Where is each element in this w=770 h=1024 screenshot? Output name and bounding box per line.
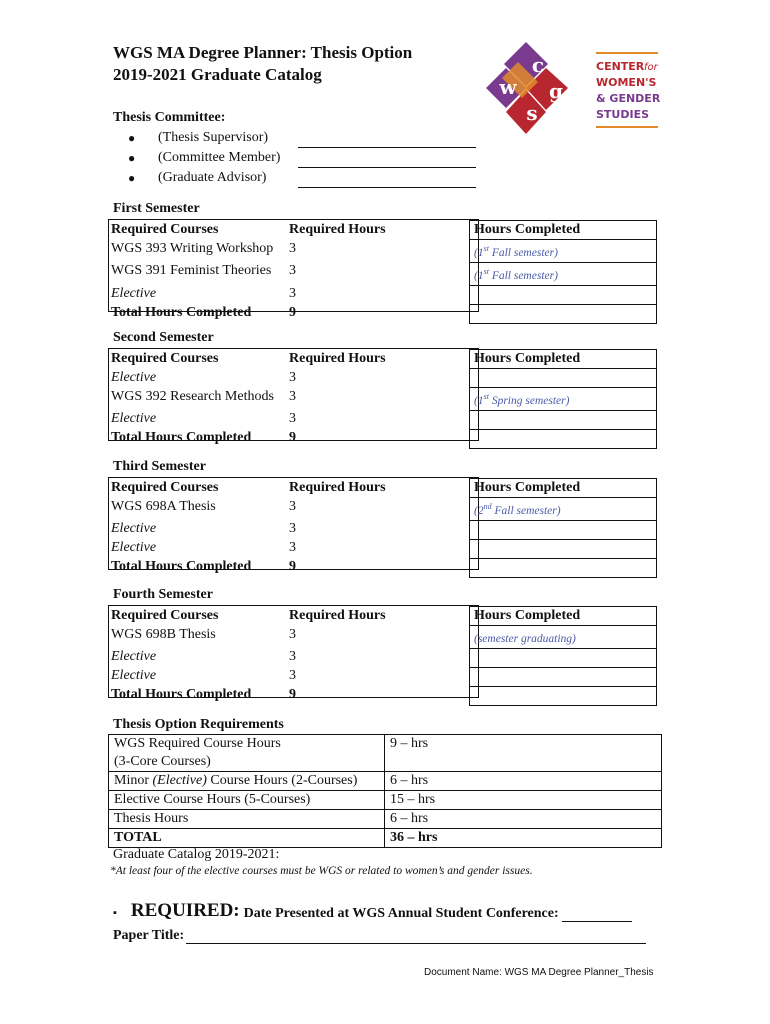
table-row	[109, 369, 657, 388]
logo-text-for: for	[644, 62, 658, 73]
signature-line[interactable]	[298, 132, 476, 148]
table-row	[109, 810, 662, 829]
required-hours: 3	[289, 240, 296, 256]
table-row	[109, 410, 657, 429]
requirement-hours: 9 – hrs	[385, 735, 662, 772]
completion-hint	[474, 392, 570, 407]
total-label: Total Hours Completed	[111, 559, 252, 575]
logo-text-studies: STUDIES	[596, 108, 650, 121]
table-row	[109, 829, 662, 848]
total-hours: 9	[289, 430, 296, 446]
hours-header: Required Hours	[289, 221, 386, 237]
table-row	[109, 262, 657, 285]
document-name: Document Name: WGS MA Degree Planner_Thesis	[424, 967, 654, 978]
table-row	[109, 791, 662, 810]
hours-header: Required Hours	[289, 350, 386, 366]
hint-part: Fall semester)	[488, 246, 558, 259]
logo-letter-c: c	[531, 53, 545, 77]
required-hours: 3	[289, 626, 296, 642]
logo-text-womens: WOMEN'S	[596, 76, 657, 89]
requirement-hours: 6 – hrs	[385, 772, 662, 791]
required-hours: 3	[289, 498, 296, 514]
hint-part: (1	[474, 269, 484, 282]
required-hours: 3	[289, 388, 296, 404]
required-text: Date Presented at WGS Annual Student Conference:	[243, 906, 559, 921]
hint-superscript: st	[483, 266, 489, 276]
completed-header: Hours Completed	[470, 350, 657, 369]
text-part: Minor	[114, 773, 153, 788]
hours-completed-cell[interactable]	[470, 686, 657, 705]
square-bullet-icon: ▪	[113, 907, 117, 919]
total-label: Total Hours Completed	[111, 430, 252, 446]
table-row	[109, 558, 657, 577]
course-name: WGS 393 Writing Workshop	[111, 240, 274, 256]
hours-completed-cell[interactable]	[470, 667, 657, 686]
required-hours: 3	[289, 263, 296, 279]
committee-role: (Graduate Advisor)	[158, 170, 267, 185]
hint-superscript: nd	[483, 502, 492, 511]
hours-header: Required Hours	[289, 607, 386, 623]
course-name: Elective	[111, 411, 157, 427]
requirement-total-label: TOTAL	[109, 829, 385, 848]
table-row	[109, 520, 657, 539]
committee-list	[128, 128, 476, 188]
requirement-label: Elective Course Hours (5-Courses)	[109, 791, 385, 810]
hours-completed-cell[interactable]	[470, 648, 657, 667]
logo-text-center: CENTER	[596, 60, 645, 73]
table-row	[109, 285, 657, 304]
hint-part: (semester graduating)	[474, 632, 576, 645]
required-hours: 3	[289, 668, 296, 684]
table-row	[109, 686, 657, 705]
table-row	[109, 388, 657, 411]
required-hours: 3	[289, 540, 296, 556]
signature-line[interactable]	[298, 172, 476, 188]
hours-completed-cell[interactable]	[470, 285, 657, 304]
courses-header: Required Courses	[111, 350, 219, 366]
hours-completed-cell[interactable]	[470, 498, 657, 521]
hours-completed-cell[interactable]	[470, 539, 657, 558]
completed-header: Hours Completed	[470, 607, 657, 626]
course-name: WGS 392 Research Methods	[111, 388, 274, 404]
completion-hint	[474, 266, 558, 282]
table-row	[109, 429, 657, 448]
paper-title-field[interactable]	[186, 929, 646, 944]
title-line-1: WGS MA Degree Planner: Thesis Option	[113, 43, 413, 62]
semester-table	[109, 349, 657, 449]
required-hours: 3	[289, 286, 296, 302]
hours-completed-cell[interactable]	[470, 388, 657, 411]
text-part: Course Hours (2-Courses)	[206, 773, 358, 788]
semester-heading: Third Semester	[113, 459, 206, 474]
course-name: Elective	[111, 649, 157, 665]
course-name: Elective	[111, 369, 157, 385]
requirements-table	[108, 734, 662, 848]
required-hours: 3	[289, 369, 296, 385]
table-row	[109, 772, 662, 791]
table-row	[109, 240, 657, 263]
hours-completed-cell[interactable]	[470, 369, 657, 388]
course-name: Elective	[111, 668, 157, 684]
requirement-total-hours: 36 – hrs	[385, 829, 662, 848]
hours-completed-cell[interactable]	[470, 240, 657, 263]
completion-hint	[474, 244, 558, 259]
completion-hint	[474, 633, 576, 645]
hours-completed-cell[interactable]	[470, 626, 657, 649]
hours-header: Required Hours	[289, 479, 386, 495]
table-row	[109, 498, 657, 521]
total-hours: 9	[289, 305, 296, 321]
committee-role: (Thesis Supervisor)	[158, 130, 269, 145]
hint-part: Spring semester)	[488, 394, 570, 407]
table-row	[109, 221, 657, 240]
wgs-center-logo	[486, 40, 666, 150]
requirement-hours: 15 – hrs	[385, 791, 662, 810]
required-hours: 3	[289, 649, 296, 665]
logo-letter-s: s	[526, 101, 538, 125]
logo-mark	[486, 40, 666, 150]
requirement-label: Thesis Hours	[109, 810, 385, 829]
signature-line[interactable]	[298, 152, 476, 168]
course-name: WGS 391 Feminist Theories	[111, 263, 272, 279]
requirement-hours: 6 – hrs	[385, 810, 662, 829]
course-name: Elective	[111, 540, 157, 556]
semester-heading: Fourth Semester	[113, 587, 213, 602]
requirement-label	[109, 772, 385, 791]
date-field[interactable]	[562, 907, 632, 922]
paper-title-label: Paper Title:	[113, 928, 185, 943]
course-name: WGS 698B Thesis	[111, 626, 216, 642]
requirement-label-line: WGS Required Course Hours	[114, 736, 281, 751]
course-name: Elective	[111, 521, 157, 537]
table-row	[109, 539, 657, 558]
bullet-icon: ●	[128, 151, 136, 165]
table-row	[109, 648, 657, 667]
table-row	[109, 667, 657, 686]
semester-table	[109, 478, 657, 578]
total-label: Total Hours Completed	[111, 305, 252, 321]
table-row	[109, 304, 657, 323]
hint-superscript: st	[483, 244, 489, 253]
course-name: Elective	[111, 286, 157, 302]
committee-item	[128, 148, 476, 168]
logo-text-gender: & GENDER	[596, 92, 661, 105]
table-row	[109, 479, 657, 498]
hint-part: Fall semester)	[488, 269, 558, 282]
hours-completed-cell[interactable]	[470, 558, 657, 577]
semester-table	[109, 220, 657, 324]
hours-completed-cell[interactable]	[470, 304, 657, 323]
document-title	[113, 42, 412, 86]
requirement-label-line: (3-Core Courses)	[114, 754, 211, 769]
hint-part: (1	[474, 394, 484, 407]
committee-item	[128, 128, 476, 148]
table-row	[109, 626, 657, 649]
semester-heading: First Semester	[113, 201, 200, 216]
table-row	[109, 350, 657, 369]
title-line-2: 2019-2021 Graduate Catalog	[113, 65, 322, 84]
hours-completed-cell[interactable]	[470, 410, 657, 429]
course-name: WGS 698A Thesis	[111, 498, 216, 514]
required-hours: 3	[289, 411, 296, 427]
hint-superscript: st	[483, 392, 489, 401]
hint-part: (1	[474, 246, 484, 259]
semester-heading: Second Semester	[113, 330, 214, 345]
paper-title-line	[113, 928, 646, 944]
required-label: REQUIRED:	[130, 900, 240, 921]
table-row	[109, 607, 657, 626]
hours-completed-cell[interactable]	[470, 520, 657, 539]
footnote: *At least four of the elective courses must be WGS or related to women’s and gender issues.	[110, 865, 533, 877]
bullet-icon: ●	[128, 131, 136, 145]
required-line	[113, 900, 632, 922]
hours-completed-cell[interactable]	[470, 262, 657, 285]
completion-hint	[474, 502, 561, 517]
hint-part: Fall semester)	[491, 504, 561, 517]
courses-header: Required Courses	[111, 607, 219, 623]
logo-letter-g: g	[549, 79, 563, 103]
table-row	[109, 735, 662, 772]
committee-role: (Committee Member)	[158, 150, 281, 165]
requirement-label	[109, 735, 385, 772]
total-hours: 9	[289, 559, 296, 575]
total-label: Total Hours Completed	[111, 687, 252, 703]
hint-part: (2	[474, 504, 484, 517]
courses-header: Required Courses	[111, 221, 219, 237]
completed-header: Hours Completed	[470, 221, 657, 240]
hours-completed-cell[interactable]	[470, 429, 657, 448]
courses-header: Required Courses	[111, 479, 219, 495]
logo-letter-w: w	[499, 75, 517, 99]
required-hours: 3	[289, 521, 296, 537]
bullet-icon: ●	[128, 171, 136, 185]
text-part: (Elective)	[152, 773, 207, 788]
requirements-heading: Thesis Option Requirements	[113, 717, 284, 732]
catalog-note: Graduate Catalog 2019-2021:	[113, 847, 280, 862]
semester-table	[109, 606, 657, 706]
committee-item	[128, 168, 476, 188]
committee-heading: Thesis Committee:	[113, 110, 226, 125]
total-hours: 9	[289, 687, 296, 703]
completed-header: Hours Completed	[470, 479, 657, 498]
